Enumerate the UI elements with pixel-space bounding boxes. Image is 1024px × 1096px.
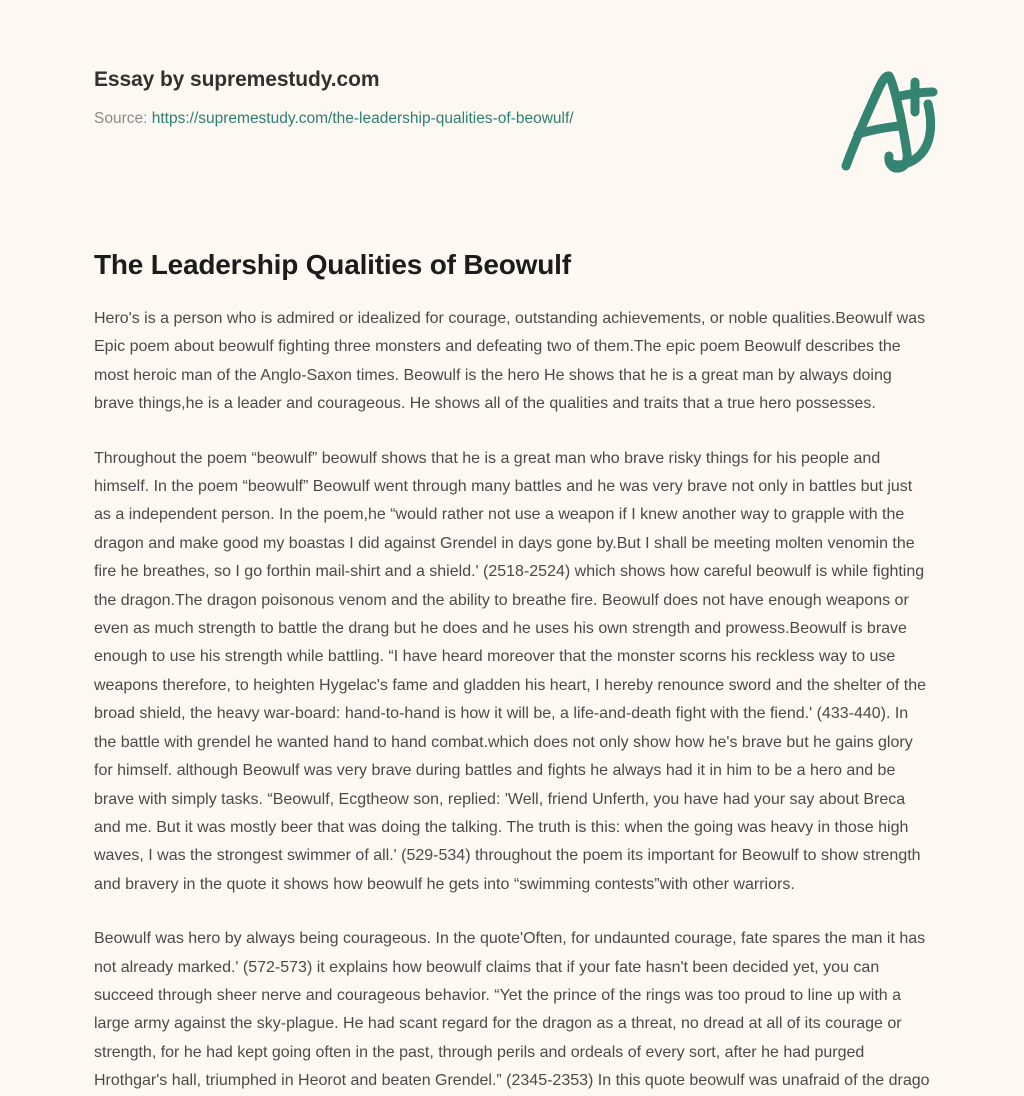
page-header	[94, 66, 930, 130]
article-body	[94, 305, 932, 1096]
source-url-link[interactable]: https://supremestudy.com/the-leadership-qualities-of-beowulf/	[151, 110, 574, 127]
paragraph: Hero's is a person who is admired or idealized for courage, outstanding achievements, or noble qualities.Beowulf was Epic poem about beowulf fighting three monsters and defeating two of them.The epic poem Beowulf describes the most heroic man of the Anglo-Saxon times. Beowulf is the hero He shows that he is a great man by always doing brave things,he is a leader and courageous. He shows all of the qualities and traits that a true hero possesses.	[94, 310, 926, 413]
article	[94, 247, 932, 1096]
source-label: Source:	[94, 110, 148, 127]
page-title: The Leadership Qualities of Beowulf	[94, 249, 571, 280]
paragraph: Beowulf was hero by always being courageous. In the quote'Often, for undaunted courage, fate spares the man it has not already marked.' (572-573) it explains how beowulf claims that if your fate hasn't been decided yet, you can succeed through sheer nerve and courageous behavior. “Yet the prince of the rings was too proud to line up with a large army against the sky-plague. He had scant regard for the dragon as a threat, no dread at all of its courage or strength, for he had kept going often in the past, through perils and ordeals of every sort, after he had purged Hrothgar's hall, triumphed in Heorot and beaten Grendel.” (2345-2353) In this quote beowulf was unafraid of the drago	[94, 930, 930, 1090]
a-plus-logo-icon	[832, 62, 952, 184]
essay-byline: Essay by supremestudy.com	[94, 68, 380, 91]
paragraph: Throughout the poem “beowulf” beowulf shows that he is a great man who brave risky things for his people and himself. In the poem “beowulf” Beowulf went through many battles and he was very brave not only in battles but just as a independent person. In the poem,he “would rather not use a weapon if I knew another way to grapple with the dragon and make good my boastas I did against Grendel in days gone by.But I shall be meeting molten venomin the fire he breathes, so I go forthin mail-shirt and a shield.' (2518-2524) which shows how careful beowulf is while fighting the dragon.The dragon poisonous venom and the ability to breathe fire. Beowulf does not have enough weapons or even as much strength to battle the drang but he does and he uses his own strength and prowess.Beowulf is brave enough to use his strength while battling. “I have heard moreover that the monster scorns his reckless way to use weapons therefore, to heighten Hygelac's fame and gladden his heart, I hereby renounce sword and the shelter of the broad shield, the heavy war-board: hand-to-hand is how it will be, a life-and-death fight with the fiend.' (433-440). In the battle with grendel he wanted hand to hand combat.which does not only show how he's brave but he gains glory for himself. although Beowulf was very brave during battles and fights he always had it in him to be a hero and be brave with simply tasks. “Beowulf, Ecgtheow son, replied: 'Well, friend Unferth, you have had your say about Breca and me. But it was mostly beer that was doing the talking. The truth is this: when the going was heavy in those high waves, I was the strongest swimmer of all.' (529-534) throughout the poem its important for Beowulf to show strength and bravery in the quote it shows how beowulf he gets into “swimming contests”with other warriors.	[94, 449, 927, 893]
source-line	[94, 108, 930, 130]
a-plus-logo[interactable]	[832, 62, 952, 184]
